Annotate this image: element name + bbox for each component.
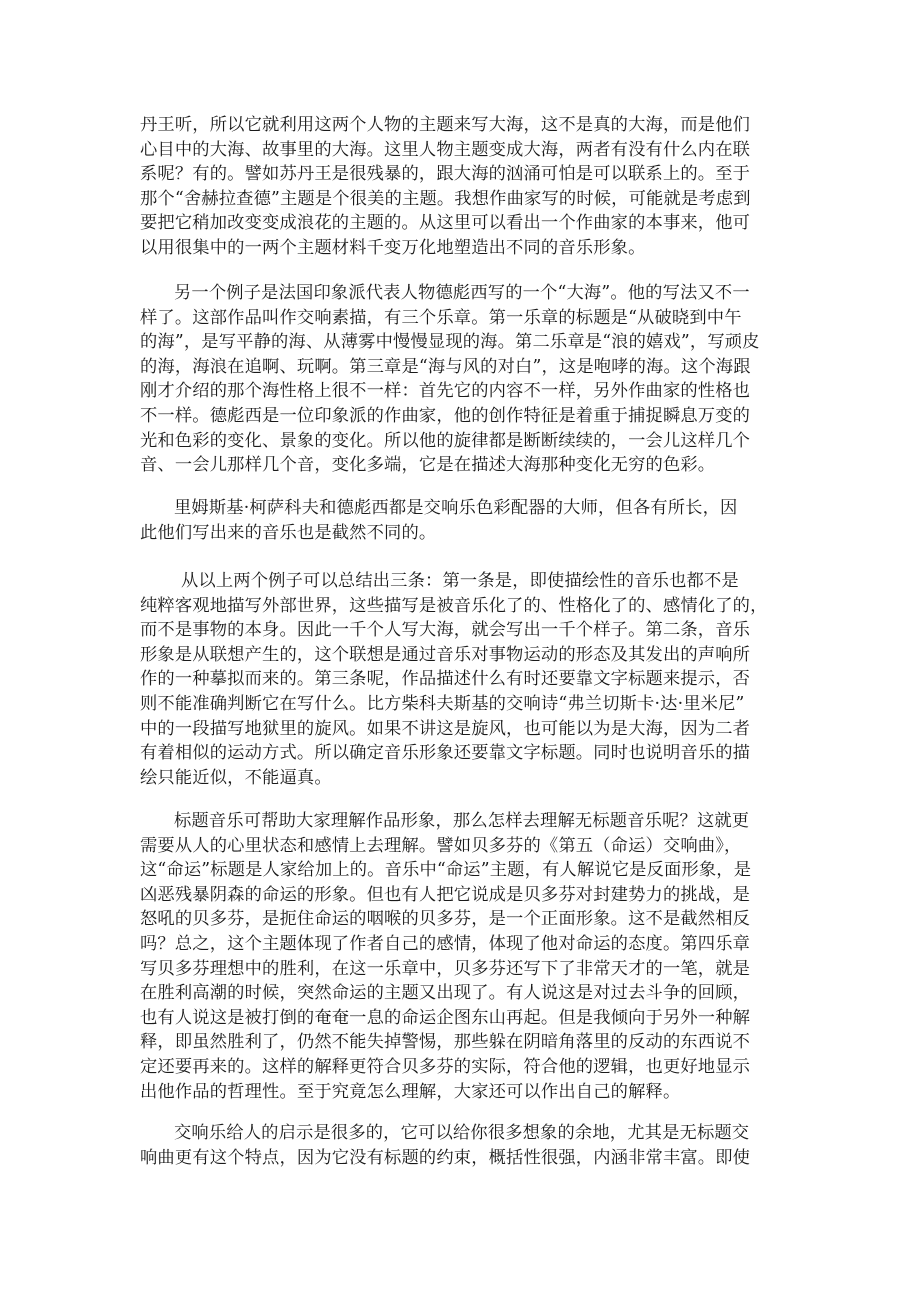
text-line: 交响乐给人的启示是很多的，它可以给你很多想象的余地，尤其是无标题交 (174, 1123, 750, 1143)
text-line: 从以上两个例子可以总结出三条：第一条是，即使描绘性的音乐也都不是 (181, 571, 739, 591)
text-line: 中的一段描写地狱里的旋风。如果不讲这是旋风，也可能以为是大海，因为二者 (140, 718, 751, 739)
text-line: 的海”，是写平静的海、从薄雾中慢慢显现的海。第二乐章是“浪的嬉戏”，写顽皮 (140, 332, 760, 353)
text-line: 定还要再来的。这样的解释更符合贝多芬的实际，符合他的逻辑，也更好地显示 (140, 1056, 751, 1077)
text-line: 心目中的大海、故事里的大海。这里人物主题变成大海，两者有没有什么内在联 (140, 139, 751, 160)
text-line: 这“命运”标题是人家给加上的。音乐中“命运”主题，有人解说它是反面形象，是 (140, 860, 752, 881)
text-line: 样了。这部作品叫作交响素描，有三个乐章。第一乐章的标题是“从破晓到中午 (140, 307, 742, 328)
text-line: 此他们写出来的音乐也是截然不同的。 (140, 522, 437, 543)
text-line: 的海，海浪在追啊、玩啊。第三章是“海与风的对白”，这是咆哮的海。这个海跟 (140, 356, 751, 377)
text-line: 也有人说这是被打倒的奄奄一息的命运企图东山再起。但是我倾向于另外一种解 (140, 1007, 751, 1028)
text-line: 则不能准确判断它在写什么。比方柴科夫斯基的交响诗“弗兰切斯卡·达·里米尼” (140, 693, 745, 714)
text-line: 另一个例子是法国印象派代表人物德彪西写的一个“大海”。他的写法又不一 (174, 283, 750, 303)
text-line: 出他作品的哲理性。至于究竟怎么理解，大家还可以作出自己的解释。 (140, 1081, 681, 1102)
text-line: 标题音乐可帮助大家理解作品形象，那么怎样去理解无标题音乐呢？这就更 (174, 811, 750, 831)
text-line: 作的一种摹拟而来的。第三条呢，作品描述什么有时还要靠文字标题来提示，否 (140, 669, 751, 690)
text-line: 有着相似的运动方式。所以确定音乐形象还要靠文字标题。同时也说明音乐的描 (140, 743, 751, 764)
text-line: 刚才介绍的那个海性格上很不一样：首先它的内容不一样，另外作曲家的性格也 (140, 381, 751, 402)
text-line: 释，即虽然胜利了，仍然不能失掉警惕，那些躲在阴暗角落里的反动的东西说不 (140, 1032, 751, 1053)
paragraph-symphony-inspiration (140, 1121, 790, 1170)
paragraph-masters (140, 496, 790, 545)
text-line: 光和色彩的变化、景象的变化。所以他的旋律都是断断续续的，一会儿这样几个 (140, 430, 751, 451)
paragraph-debussy (140, 281, 790, 478)
text-line: 响曲更有这个特点，因为它没有标题的约束，概括性很强，内涵非常丰富。即使 (140, 1147, 751, 1168)
text-line: 绘只能近似，不能逼真。 (140, 767, 332, 788)
text-line: 里姆斯基·柯萨科夫和德彪西都是交响乐色彩配器的大师，但各有所长，因 (174, 498, 738, 518)
text-line: 纯粹客观地描写外部世界，这些描写是被音乐化了的、性格化了的、感情化了的， (140, 595, 768, 616)
text-line: 在胜利高潮的时候，突然命运的主题又出现了。有人说这是对过去斗争的回顾， (140, 983, 751, 1004)
text-line: 丹王听，所以它就利用这两个人物的主题来写大海，这不是真的大海，而是他们 (140, 115, 751, 135)
text-line: 而不是事物的本身。因此一千个人写大海，就会写出一千个样子。第二条，音乐 (140, 620, 751, 641)
paragraph-scheherazade (140, 113, 790, 261)
text-line: 音、一会儿那样几个音，变化多端，它是在描述大海那种变化无穷的色彩。 (140, 455, 716, 476)
text-line: 写贝多芬理想中的胜利，在这一乐章中，贝多芬还写下了非常天才的一笔，就是 (140, 958, 751, 979)
text-line: 形象是从联想产生的，这个联想是通过音乐对事物运动的形态及其发出的声响所 (140, 644, 751, 665)
text-line: 系呢？有的。譬如苏丹王是很残暴的，跟大海的汹涌可怕是可以联系上的。至于 (140, 164, 751, 185)
text-line: 那个“舍赫拉查德”主题是个很美的主题。我想作曲家写的时候，可能就是考虑到 (140, 188, 751, 209)
text-line: 需要从人的心里状态和感情上去理解。譬如贝多芬的《第五（命运）交响曲》， (140, 835, 742, 856)
paragraph-beethoven (140, 809, 790, 1104)
text-line: 凶恶残暴阴森的命运的形象。但也有人把它说成是贝多芬对封建势力的挑战，是 (140, 884, 751, 905)
paragraph-three-points (140, 569, 790, 790)
text-line: 以用很集中的一两个主题材料千变万化地塑造出不同的音乐形象。 (140, 237, 646, 258)
text-line: 要把它稍加改变变成浪花的主题的。从这里可以看出一个作曲家的本事来，他可 (140, 213, 751, 234)
text-line: 不一样。德彪西是一位印象派的作曲家，他的创作特征是着重于捕捉瞬息万变的 (140, 405, 751, 426)
text-line: 吗？总之，这个主题体现了作者自己的感情，体现了他对命运的态度。第四乐章 (140, 933, 751, 954)
text-line: 怒吼的贝多芬，是扼住命运的咽喉的贝多芬，是一个正面形象。这不是截然相反 (140, 909, 751, 930)
